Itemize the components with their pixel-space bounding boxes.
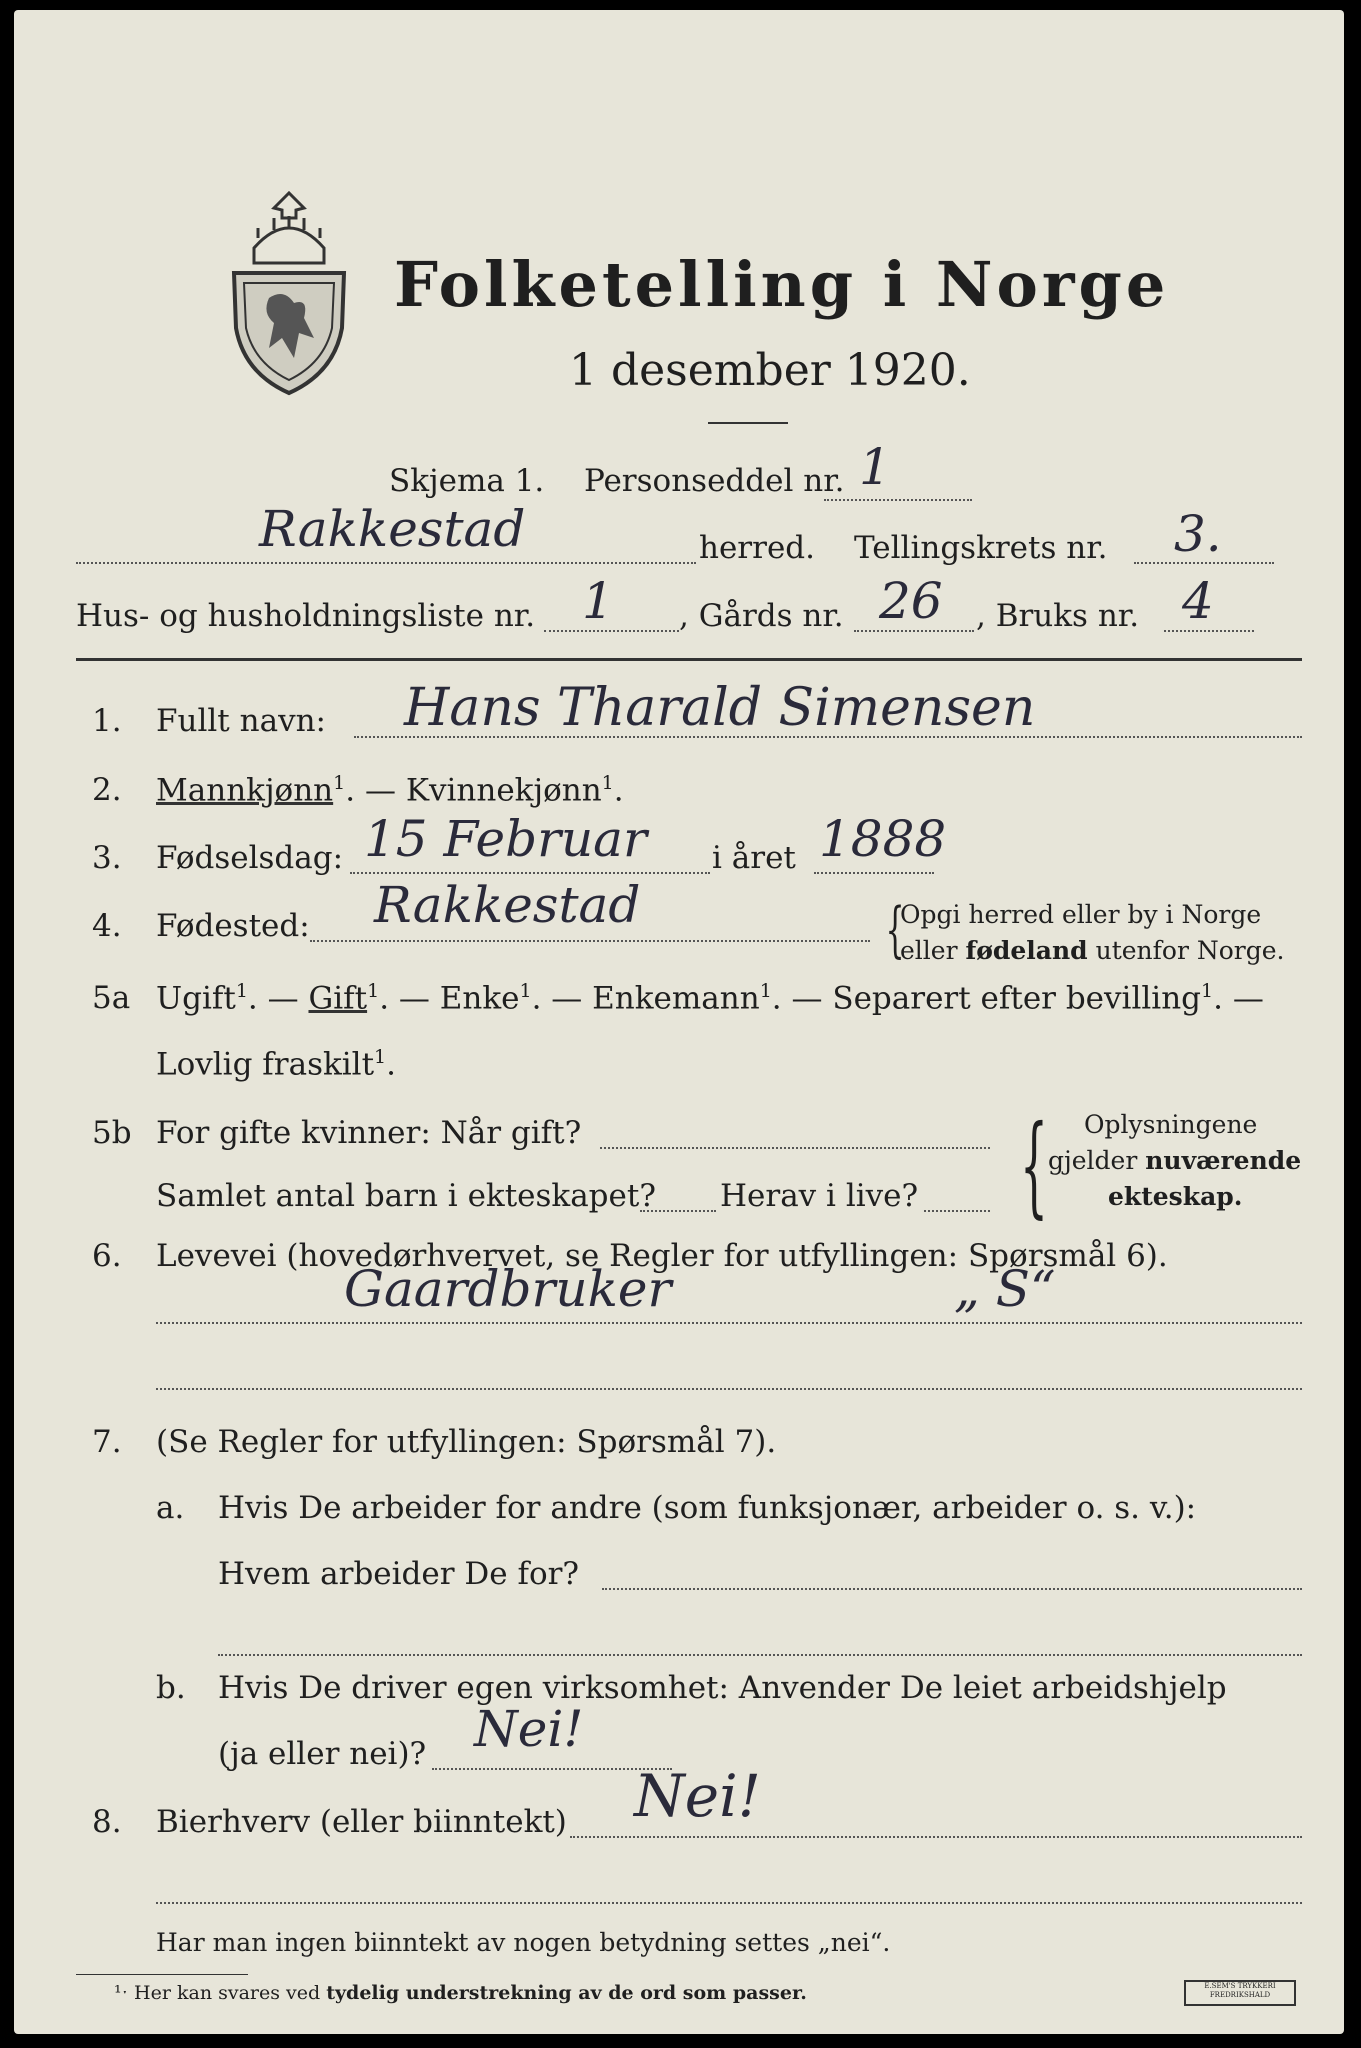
coat-of-arms-icon bbox=[224, 188, 354, 398]
gards-label: , Gårds nr. bbox=[679, 598, 844, 634]
brace: { bbox=[885, 895, 905, 965]
q8-number: 8. bbox=[92, 1804, 122, 1840]
q7b-number: b. bbox=[156, 1670, 186, 1706]
occupation-line-2[interactable] bbox=[156, 1388, 1302, 1390]
footnote-mark: 1 bbox=[235, 980, 248, 1002]
footnote-bold: tydelig understrekning av de ord som passer. bbox=[326, 1982, 807, 2004]
gards-value[interactable]: 26 bbox=[879, 572, 943, 630]
occupation-value[interactable]: Gaardbruker bbox=[344, 1260, 672, 1318]
full-name-value[interactable]: Hans Tharald Simensen bbox=[404, 678, 1036, 738]
q6-number: 6. bbox=[92, 1238, 122, 1274]
q3-label: Fødselsdag: bbox=[156, 840, 344, 876]
footnote-text: ¹ˑ Her kan svares ved bbox=[114, 1982, 327, 2004]
bruks-label: , Bruks nr. bbox=[976, 598, 1140, 634]
year-label: i året bbox=[712, 840, 796, 876]
birthday-value[interactable]: 15 Februar bbox=[364, 810, 647, 868]
footnote-rule bbox=[76, 1974, 248, 1975]
hired-help-value[interactable]: Nei! bbox=[474, 1700, 584, 1758]
gards-line bbox=[854, 630, 974, 632]
birth-year-value[interactable]: 1888 bbox=[819, 810, 947, 868]
hired-help-label: (ja eller nei)? bbox=[218, 1736, 427, 1772]
occupation-label: Levevei (hovedørhvervet, se Regler for utfyllingen: Spørsmål 6). bbox=[156, 1238, 1168, 1274]
hus-label: Hus- og husholdningsliste nr. bbox=[76, 598, 536, 634]
note-text: utenfor Norge. bbox=[1087, 936, 1285, 965]
footnote-mark: 1 bbox=[519, 980, 532, 1002]
brace: { bbox=[1020, 1101, 1048, 1229]
divorced-label: Lovlig fraskilt bbox=[156, 1046, 375, 1083]
note-bold: nuværende bbox=[1145, 1146, 1302, 1175]
married-option[interactable]: Gift bbox=[308, 980, 368, 1017]
unmarried-option[interactable]: Ugift bbox=[156, 980, 236, 1017]
herred-label: herred. bbox=[699, 530, 815, 566]
employer-question: Hvis De arbeider for andre (som funksjonær, arbeider o. s. v.): bbox=[218, 1490, 1197, 1526]
separator: . — bbox=[1213, 980, 1264, 1017]
note-bold: fødeland bbox=[965, 936, 1088, 965]
marriage-note-1: Oplysningene bbox=[1084, 1110, 1258, 1139]
marriage-note-2 bbox=[1048, 1146, 1301, 1175]
tellingskrets-value[interactable]: 3. bbox=[1174, 505, 1222, 563]
children-line[interactable] bbox=[640, 1210, 716, 1212]
employer-label: Hvem arbeider De for? bbox=[218, 1556, 580, 1592]
q7-number: 7. bbox=[92, 1424, 122, 1460]
bruks-line bbox=[1164, 630, 1254, 632]
footnote bbox=[114, 1982, 807, 2004]
census-date: 1 desember 1920. bbox=[569, 345, 971, 396]
birthplace-value[interactable]: Rakkestad bbox=[374, 876, 641, 934]
separator: . — bbox=[345, 772, 406, 809]
widow-option[interactable]: . — Enke bbox=[379, 980, 520, 1017]
employer-line-1[interactable] bbox=[602, 1588, 1302, 1590]
birthday-line bbox=[350, 872, 710, 874]
side-income-value[interactable]: Nei! bbox=[634, 1762, 761, 1830]
separator: . — bbox=[247, 980, 309, 1017]
alive-label: Herav i live? bbox=[720, 1178, 919, 1214]
q1-number: 1. bbox=[92, 703, 122, 739]
when-married-line[interactable] bbox=[600, 1147, 990, 1149]
personseddel-label: Personseddel nr. bbox=[584, 463, 845, 499]
q5b-number: 5b bbox=[92, 1115, 132, 1151]
hus-line bbox=[544, 630, 679, 632]
separated-option[interactable]: . — Separert efter bevilling bbox=[771, 980, 1202, 1017]
footnote-mark: 1 bbox=[333, 772, 346, 794]
occupation-code[interactable]: „ S“ bbox=[954, 1260, 1056, 1318]
personseddel-value[interactable]: 1 bbox=[859, 438, 891, 496]
q7a-number: a. bbox=[156, 1490, 185, 1526]
q4-number: 4. bbox=[92, 908, 122, 944]
skjema-label: Skjema 1. bbox=[389, 463, 545, 499]
note-text: eller bbox=[900, 936, 966, 965]
children-label: Samlet antal barn i ekteskapet? bbox=[156, 1178, 656, 1214]
occupation-line-1 bbox=[156, 1322, 1302, 1324]
q2-options bbox=[156, 772, 624, 808]
footnote-mark: 1 bbox=[601, 772, 614, 794]
hus-value[interactable]: 1 bbox=[582, 572, 614, 630]
separator: . bbox=[386, 1046, 396, 1083]
tellingskrets-label: Tellingskrets nr. bbox=[854, 530, 1108, 566]
bruks-value[interactable]: 4 bbox=[1182, 572, 1214, 630]
footer-note: Har man ingen biinntekt av nogen betydning settes „nei“. bbox=[156, 1928, 891, 1957]
marriage-note-3: ekteskap. bbox=[1108, 1182, 1243, 1211]
footnote-mark: 1 bbox=[367, 980, 380, 1002]
footnote-mark: 1 bbox=[1201, 980, 1214, 1002]
side-income-label: Bierhverv (eller biinntekt) bbox=[156, 1804, 567, 1840]
printer-stamp: E.SEM'S TRYKKERI FREDRIKSHALD bbox=[1184, 1980, 1296, 2006]
birthplace-note-1: Opgi herred eller by i Norge bbox=[900, 900, 1262, 929]
male-option[interactable]: Mannkjønn bbox=[156, 772, 334, 809]
title-rule bbox=[708, 422, 788, 424]
q1-label: Fullt navn: bbox=[156, 703, 326, 739]
birthplace-line bbox=[310, 940, 870, 942]
q4-label: Fødested: bbox=[156, 908, 310, 944]
marital-options bbox=[156, 980, 1264, 1016]
employer-line-2[interactable] bbox=[218, 1654, 1302, 1656]
herred-line bbox=[76, 562, 696, 564]
census-form bbox=[14, 10, 1344, 2034]
birthplace-note-2 bbox=[900, 936, 1284, 965]
widower-option[interactable]: . — Enkemann bbox=[531, 980, 760, 1017]
form-title: Folketelling i Norge bbox=[394, 248, 1170, 321]
divorced-option[interactable] bbox=[156, 1046, 396, 1082]
separator: . bbox=[613, 772, 624, 809]
side-income-line-2[interactable] bbox=[156, 1902, 1302, 1904]
q3-number: 3. bbox=[92, 840, 122, 876]
q2-number: 2. bbox=[92, 772, 122, 808]
herred-value[interactable]: Rakkestad bbox=[259, 500, 526, 558]
self-employed-question: Hvis De driver egen virksomhet: Anvender De leiet arbeidshjelp bbox=[218, 1670, 1227, 1706]
q7-label: (Se Regler for utfyllingen: Spørsmål 7). bbox=[156, 1424, 777, 1460]
footnote-mark: 1 bbox=[374, 1046, 387, 1068]
header-divider bbox=[76, 658, 1302, 661]
personseddel-line bbox=[824, 499, 972, 501]
note-text: gjelder bbox=[1048, 1146, 1146, 1175]
alive-line[interactable] bbox=[924, 1210, 990, 1212]
q5a-number: 5a bbox=[92, 980, 131, 1016]
year-line bbox=[814, 872, 934, 874]
side-income-line-1 bbox=[570, 1836, 1302, 1838]
footnote-mark: 1 bbox=[759, 980, 772, 1002]
female-option[interactable]: Kvinnekjønn bbox=[405, 772, 602, 809]
when-married-label: For gifte kvinner: Når gift? bbox=[156, 1115, 582, 1151]
